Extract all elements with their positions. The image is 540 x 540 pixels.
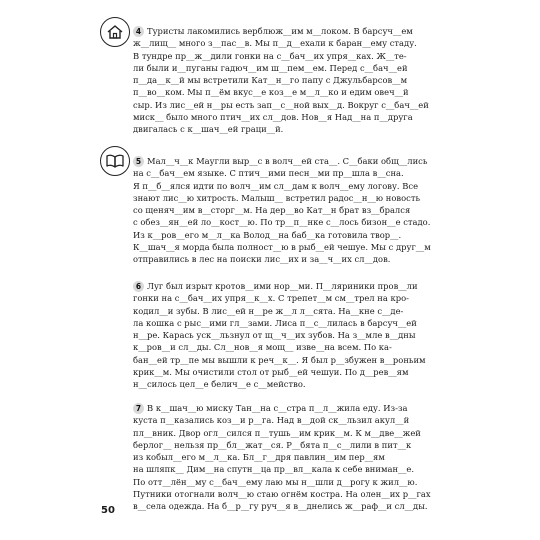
exercise-line: 4 Туристы лакомились верблюж__им м__локом. В барсуч__ем	[133, 25, 463, 37]
exercise-line: К__шач__я морда была полност__ю в рыб__ей чешуе. Мы с друг__м	[133, 242, 431, 253]
page-number: 50	[101, 505, 115, 516]
exercise-line: 5 Мал__ч__к Маугли выр__с в волч__ей ста__. С__баки общ__лись	[133, 155, 463, 167]
exercise-line: к__ров__и сл__ды. Сл__нов__я мощ__ изве__на всем. По ка-	[133, 342, 392, 353]
exercise-line: берлог__ нельзя пр__бл__жат__ся. Р__бята п__с__лили в пит__к	[133, 439, 412, 450]
exercise-line: крик__м. Мы очистили стол от рыб__ей чешуи. По д__рев__ям	[133, 367, 409, 378]
exercise-line: Я п__б__ялся идти по волч__им сл__дам к волч__ему логову. Все	[133, 180, 419, 191]
exercise-line: п__во__ком. Мы п__ём вкус__е коз__е м__л__ко и едим овеч__й	[133, 87, 409, 98]
exercise-number-badge: 4	[133, 26, 144, 37]
exercise-line: куста п__казались коз__и р__га. Над в__дой ск__льзил акул__й	[133, 415, 410, 426]
exercise-line: По отт__лён__му с__бач__ему лаю мы н__шли д__рогу к жил__ю.	[133, 476, 418, 487]
exercise-line: на с__бач__ем языке. С птич__ими песн__ми пр__шла в__сна.	[133, 168, 404, 179]
exercise-line: 6 Луг был изрыт кротов__ими нор__ми. П__ляриники пров__ли	[133, 280, 463, 292]
exercise-line: п__да__к__й мы встретили Кат__н__го папу с Джульбарсов__м	[133, 75, 408, 86]
exercise-line: н__ре. Карась уск__льзнул от щ__ч__их зубов. На з__мле в__дны	[133, 330, 416, 341]
exercise-line: В тундре пр__ж__дили гонки на с__бач__их упря__ках. Ж__те-	[133, 50, 407, 61]
exercise-line: миск__ было много птич__их сл__дов. Нов__я Над__на п__друга	[133, 112, 413, 123]
exercise-line: двигалась с к__шач__ей граци__й.	[133, 124, 284, 135]
house-icon	[100, 17, 130, 47]
exercise-6	[133, 280, 463, 391]
exercise-line: со щеняч__им в__сторг__м. На дер__во Кат__н брат вз__брался	[133, 205, 411, 216]
exercise-line: кодил__и зубы. В лис__ей н__ре ж__л л__сята. На__кне с__де-	[133, 305, 404, 316]
exercise-number-badge: 6	[133, 281, 144, 292]
exercise-line: гонки на с__бач__их упря__к__х. С трепет__м см__трел на кро-	[133, 293, 410, 304]
exercise-5	[133, 155, 463, 266]
exercise-line: 7 В к__шач__ю миску Тан__на с__стра п__л__жила еду. Из-за	[133, 402, 463, 414]
exercise-line: ли были и__пуганы гадюч__им ш__пем__ем. Перед с__бач__ей	[133, 62, 408, 73]
open-book-icon	[100, 146, 130, 176]
exercise-line: из кобыл__его м__л__ка. Бл__г__дря павлин__им пер__ям	[133, 452, 385, 463]
exercise-line: в__села одежда. На б__р__гу руч__я в__днелись ж__раф__и сл__ды.	[133, 501, 428, 512]
exercise-line: пл__вник. Двор огл__сился п__тушь__им крик__м. К м__две__жей	[133, 427, 421, 438]
exercise-line: н__силось цел__е белич__е с__мейство.	[133, 379, 306, 390]
exercise-number-badge: 7	[133, 403, 144, 414]
exercise-number-badge: 5	[133, 156, 144, 167]
exercise-line: ж__лищ__ много з__пас__в. Мы п__д__ехали к баран__ему стаду.	[133, 38, 417, 49]
exercise-line: отправились в лес на поиски лис__их и за__ч__их сл__дов.	[133, 254, 391, 265]
exercise-line: Из к__ров__его м__л__ка Волод__на баб__ка готовила твор__.	[133, 229, 402, 240]
exercise-4	[133, 25, 463, 136]
exercise-line: с обез__ян__ей ло__кост__ю. По тр__п__нке с__лось бизон__е стадо.	[133, 217, 431, 228]
exercise-line: знают лис__ю хитрость. Малыш__ встретил радос__н__ю новость	[133, 192, 421, 203]
exercise-line: Путники отогнали волч__ю стаю огнём костра. На олен__их р__гах	[133, 489, 431, 500]
exercise-line: ла кошка с рыс__ими гл__зами. Лиса п__с__лилась в барсуч__ей	[133, 317, 417, 328]
exercise-line: бан__ей тр__пе мы вышли к реч__к__. Я был р__збужен в__роньим	[133, 354, 426, 365]
exercise-7	[133, 402, 463, 513]
exercise-line: сыр. Из лис__ей н__ры есть зап__с__ной вых__д. Вокруг с__бач__ей	[133, 99, 429, 110]
exercise-line: на шляпк__ Дим__на спутн__ца пр__вл__кала к себе вниман__е.	[133, 464, 415, 475]
